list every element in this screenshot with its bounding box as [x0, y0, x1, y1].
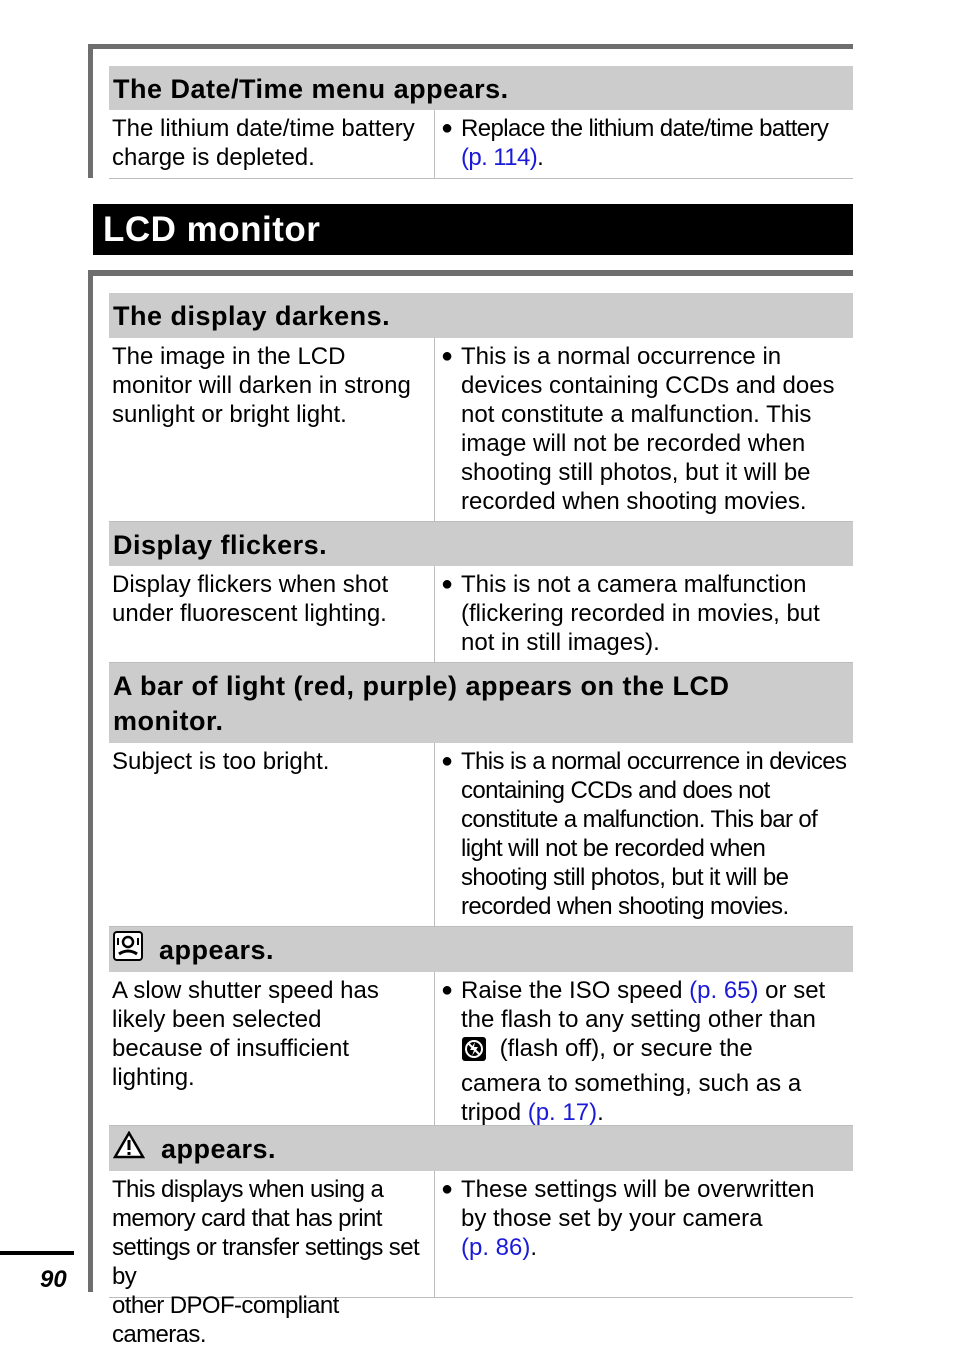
cause-cell	[109, 743, 435, 926]
remedy-line: image will not be recorded when	[461, 430, 806, 457]
remedy-line: recorded when shooting movies.	[461, 488, 807, 515]
section-heading	[109, 663, 853, 743]
cause-cell	[109, 1171, 435, 1348]
heading-text: appears.	[159, 935, 275, 965]
punctuation: .	[597, 1099, 604, 1126]
section-heading: The Date/Time menu appears.	[109, 66, 853, 110]
bullet-icon: ●	[441, 979, 454, 1001]
remedy-line: This is a normal occurrence in devices	[461, 748, 847, 775]
remedy-cell	[435, 1171, 853, 1297]
section-heading	[109, 1126, 853, 1171]
remedy-cell	[435, 972, 853, 1125]
remedy-line: containing CCDs and does not	[461, 777, 770, 804]
page-link[interactable]: (p. 86)	[461, 1234, 531, 1261]
cause-line: A slow shutter speed has	[112, 977, 379, 1004]
cause-line: charge is depleted.	[112, 144, 315, 171]
cause-line: memory card that has print	[112, 1205, 382, 1232]
page-link[interactable]: (p. 17)	[527, 1099, 598, 1126]
remedy-text: (flash off), or secure the	[493, 1035, 753, 1062]
cause-line: under fluorescent lighting.	[112, 600, 387, 627]
lcd-troubleshooting-table	[109, 293, 853, 1348]
table-row	[109, 338, 853, 522]
cause-line: This displays when using a	[112, 1176, 384, 1203]
remedy-text: tripod	[461, 1099, 528, 1126]
remedy-line: the flash to any setting other than	[461, 1006, 816, 1033]
remedy-cell	[435, 566, 853, 662]
cause-cell	[109, 972, 435, 1125]
section-frame-top	[88, 44, 853, 49]
section-frame-top	[88, 270, 853, 276]
section-heading	[109, 927, 853, 972]
remedy-line: This is not a camera malfunction	[461, 571, 807, 598]
section-heading: Display flickers.	[109, 522, 853, 566]
cause-cell	[109, 110, 435, 178]
remedy-line: shooting still photos, but it will be	[461, 864, 789, 891]
section-frame-left	[88, 44, 93, 178]
remedy-line: These settings will be overwritten	[461, 1176, 815, 1203]
cause-line: Subject is too bright.	[112, 748, 330, 775]
remedy-line: constitute a malfunction. This bar of	[461, 806, 818, 833]
section-banner: LCD monitor	[93, 204, 853, 255]
table-row	[109, 972, 853, 1126]
date-time-table	[109, 66, 853, 179]
table-row	[109, 110, 853, 179]
table-row	[109, 743, 853, 927]
camera-shake-warning-icon	[113, 931, 143, 970]
remedy-text: or set	[758, 977, 826, 1004]
section-frame-left	[88, 270, 93, 1292]
remedy-line: shooting still photos, but it will be	[461, 459, 811, 486]
remedy-line: devices containing CCDs and does	[461, 372, 835, 399]
flash-off-icon	[461, 1036, 487, 1069]
punctuation: .	[530, 1234, 538, 1261]
remedy-line: light will not be recorded when	[461, 835, 766, 862]
cause-line: sunlight or bright light.	[112, 401, 347, 428]
heading-line: monitor.	[113, 706, 224, 736]
remedy-cell	[435, 743, 853, 926]
cause-line: settings or transfer settings set by	[112, 1234, 420, 1290]
cause-line: The lithium date/time battery	[112, 115, 415, 142]
remedy-text: Raise the ISO speed	[461, 977, 690, 1004]
table-row	[109, 566, 853, 663]
remedy-line: This is a normal occurrence in	[461, 343, 782, 370]
cause-line: Display flickers when shot	[112, 571, 389, 598]
remedy-line: Replace the lithium date/time battery	[461, 115, 829, 142]
warning-triangle-icon	[113, 1131, 145, 1168]
heading-text: appears.	[161, 1134, 277, 1164]
cause-line: because of insufficient	[112, 1035, 350, 1062]
bullet-icon: ●	[441, 345, 454, 367]
remedy-cell	[435, 338, 853, 521]
cause-cell	[109, 338, 435, 521]
remedy-line: not in still images).	[461, 629, 660, 656]
remedy-line: (flickering recorded in movies, but	[461, 600, 820, 627]
table-row	[109, 1171, 853, 1348]
bullet-icon: ●	[441, 117, 454, 139]
page-number: 90	[40, 1266, 67, 1293]
remedy-line: camera to something, such as a	[461, 1070, 802, 1097]
heading-line: A bar of light (red, purple) appears on the LCD	[113, 671, 730, 701]
section-heading: The display darkens.	[109, 293, 853, 338]
page-number-rule	[0, 1251, 74, 1255]
bullet-icon: ●	[441, 1178, 454, 1200]
remedy-cell	[435, 110, 853, 178]
remedy-line: by those set by your camera	[461, 1205, 763, 1232]
cause-line: The image in the LCD	[112, 343, 346, 370]
remedy-line: not constitute a malfunction. This	[461, 401, 812, 428]
cause-line: monitor will darken in strong	[112, 372, 411, 399]
punctuation: .	[537, 144, 544, 171]
page-link[interactable]: (p. 65)	[689, 977, 759, 1004]
bullet-icon: ●	[441, 573, 454, 595]
remedy-line: recorded when shooting movies.	[461, 893, 789, 920]
cause-line: other DPOF-compliant cameras.	[112, 1292, 339, 1348]
page-link[interactable]: (p. 114)	[461, 144, 538, 171]
cause-cell	[109, 566, 435, 662]
cause-line: likely been selected	[112, 1006, 322, 1033]
cause-line: lighting.	[112, 1064, 195, 1091]
bullet-icon: ●	[441, 750, 453, 772]
